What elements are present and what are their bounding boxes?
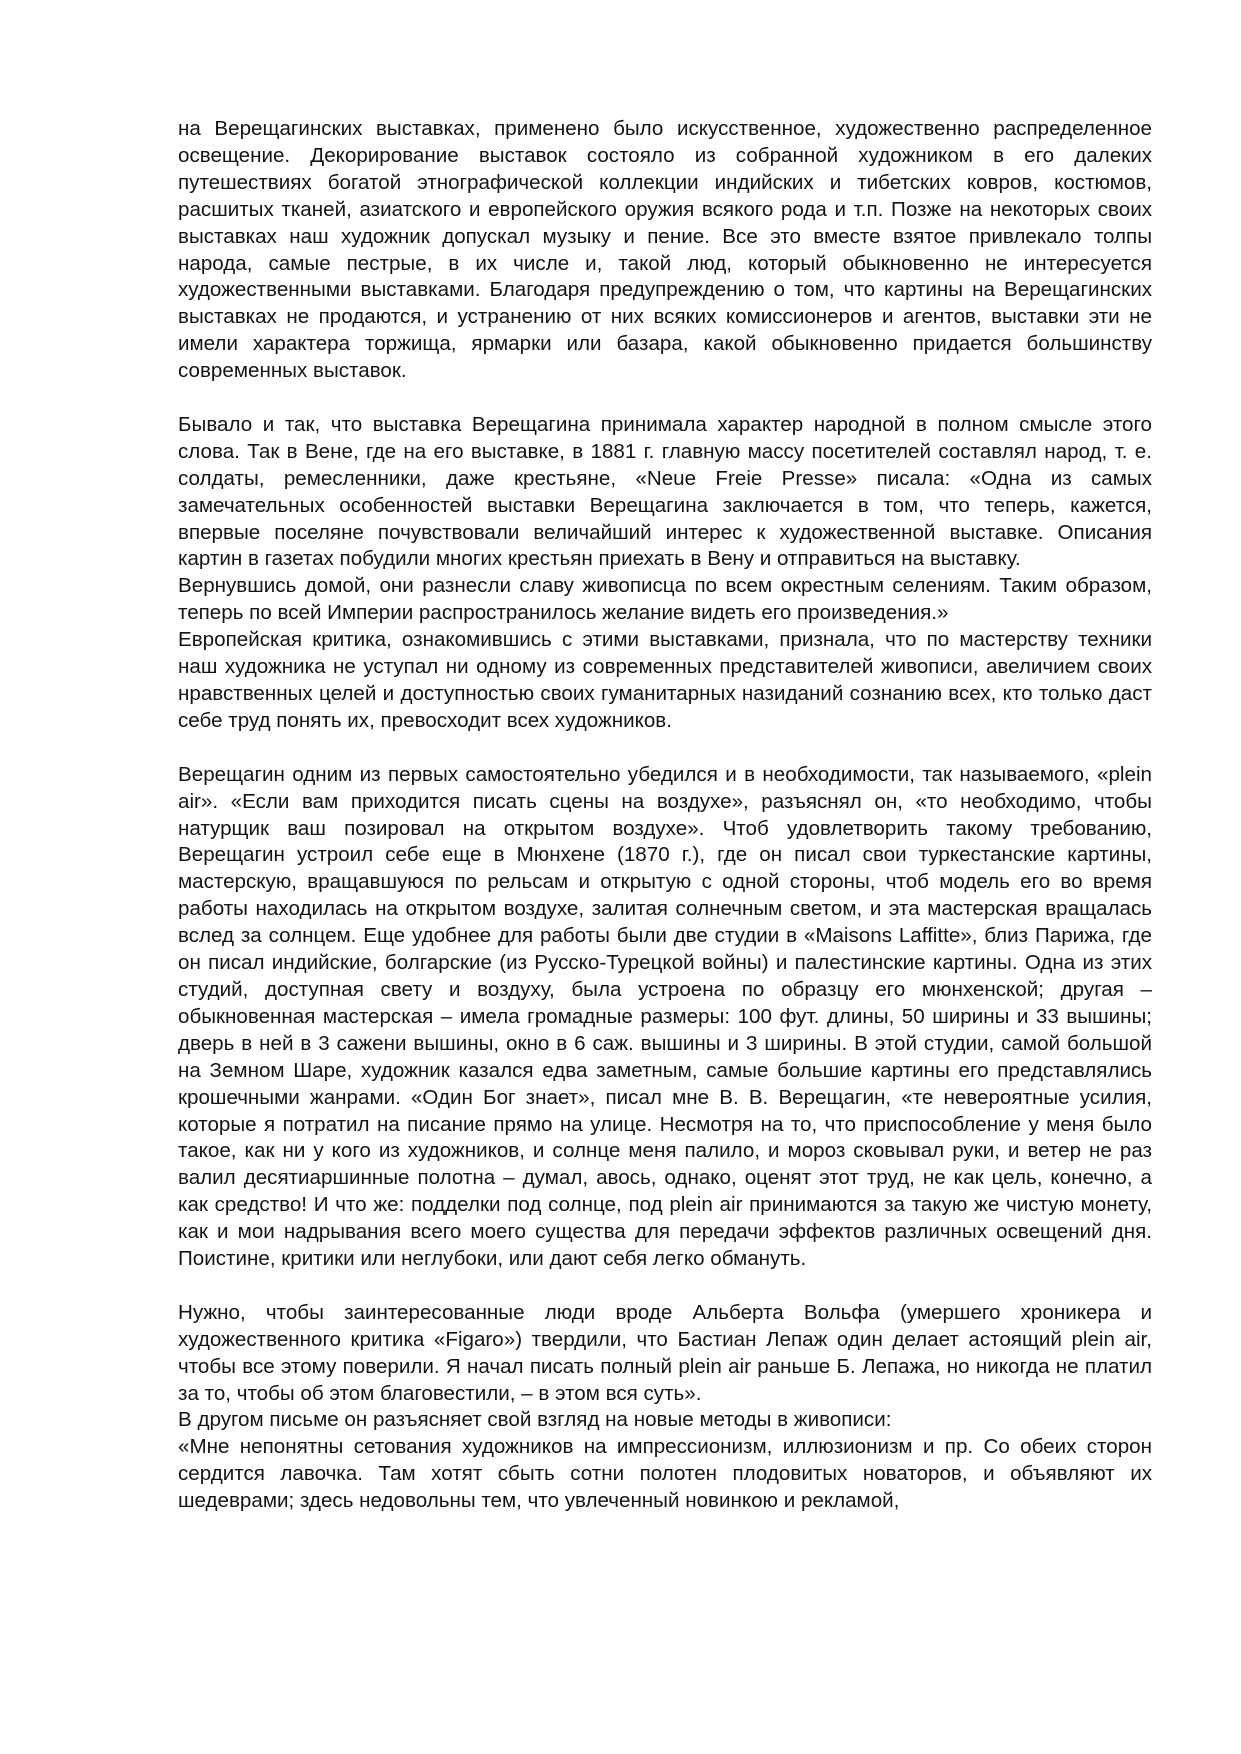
paragraph-impressionism-quote: «Мне непонятны сетования художников на импрессионизм, иллюзионизм и пр. Со обеих сторон сердится лавочка. Там хотят сбыть сотни полотен плодовитых новаторов, и объявляют их шедеврами; здесь недовольны тем, что увлеченный новинкою и рекламой,: [178, 1435, 1152, 1513]
paragraph-gap: [178, 1273, 1152, 1300]
paragraph-returned-home: Вернувшись домой, они разнесли славу живописца по всем окрестным селениям. Таким образом, теперь по всей Империи распространилось желание видеть его произведения.»: [178, 574, 1152, 625]
paragraph-gap: [178, 385, 1152, 412]
body-text: [178, 116, 1152, 1515]
paragraph-vienna-exhibition: Бывало и так, что выставка Верещагина принимала характер народной в полном смысле этого слова. Так в Вене, где на его выставке, в 1881 г. главную массу посетителей составлял народ, т. е. солдаты, ремесленники, даже крестьяне, «Neue Freie Presse» писала: «Одна из самых замечательных особенностей выставки Верещагина заключается в том, что теперь, кажется, впервые поселяне почувствовали величайший интерес к художественной выставке. Описания картин в газетах побудили многих крестьян приехать в Вену и отправиться на выставку.: [178, 412, 1152, 571]
paragraph-another-letter: В другом письме он разъясняет свой взгляд на новые методы в живописи:: [178, 1408, 892, 1432]
paragraph-plein-air: Верещагин одним из первых самостоятельно убедился и в необходимости, так называемого, «plein air». «Если вам приходится писать сцены на воздухе», разъяснял он, «то необходимо, чтобы натурщик ваш позировал на открытом воздухе». Чтоб удовлетворить такому требованию, Верещагин устроил себе еще в Мюнхене (1870 г.), где он писал свои туркестанские картины, мастерскую, вращавшуюся по рельсам и открытую с одной стороны, чтоб модель его во время работы находилась на открытом воздухе, залитая солнечным светом, и эта мастерская вращалась вслед за солнцем. Еще удобнее для работы были две студии в «Maisons Laffitte», близ Парижа, где он писал индийские, болгарские (из Русско-Турецкой войны) и палестинские картины. Одна из этих студий, доступная свету и воздуху, была устроена по образцу его мюнхенской; другая – обыкновенная мастерская – имела громадные размеры: 100 фут. длины, 50 ширины и 33 вышины; дверь в ней в 3 сажени вышины, окно в 6 саж. вышины и 3 ширины. В этой студии, самой большой на Земном Шаре, художник казался едва заметным, самые большие картины его представлялись крошечными жанрами. «Один Бог знает», писал мне В. В. Верещагин, «те невероятные усилия, которые я потратил на писание прямо на улице. Несмотря на то, что приспособление у меня было такое, как ни у кого из художников, и солнце меня палило, и мороз сковывал руки, и ветер не раз валил десятиаршинные полотна – думал, авось, однако, оценят этот труд, не как цель, конечно, а как средство! И что же: подделки под солнце, под plein air принимаются за такую же чистую монету, как и мои надрывания всего моего существа для передачи эффектов различных освещений дня. Поистине, критики или неглубоки, или дают себя легко обмануть.: [178, 762, 1152, 1271]
paragraph-gap: [178, 735, 1152, 762]
paragraph-lighting-decoration: на Верещагинских выставках, применено было искусственное, художественно распределенное освещение. Декорирование выставок состояло из собранной художником в его далеких путешествиях богатой этнографической коллекции индийских и тибетских ковров, костюмов, расшитых тканей, азиатского и европейского оружия всякого рода и т.п. Позже на некоторых своих выставках наш художник допускал музыку и пение. Все это вместе взятое привлекало толпы народа, самые пестрые, в их числе и, такой люд, который обыкновенно не интересуется художественными выставками. Благодаря предупреждению о том, что картины на Верещагинских выставках не продаются, и устранению от них всяких комиссионеров и агентов, выставки эти не имели характера торжища, ярмарки или базара, какой обыкновенно придается большинству современных выставок.: [178, 117, 1152, 383]
paragraph-european-critics: Европейская критика, ознакомившись с этими выставками, признала, что по мастерству техники наш художника не уступал ни одному из современных представителей живописи, авеличием своих нравственных целей и доступностью своих гуманитарных назиданий сознанию всех, кто только даст себе труд понять их, превосходит всех художников.: [178, 628, 1152, 732]
paragraph-albert-wolff: Нужно, чтобы заинтересованные люди вроде Альберта Вольфа (умершего хроникера и художественного критика «Figaro») твердили, что Бастиан Лепаж один делает астоящий plein air, чтобы все этому поверили. Я начал писать полный plein air раньше Б. Лепажа, но никогда не платил за то, чтобы об этом благовестили, – в этом вся суть».: [178, 1300, 1152, 1405]
